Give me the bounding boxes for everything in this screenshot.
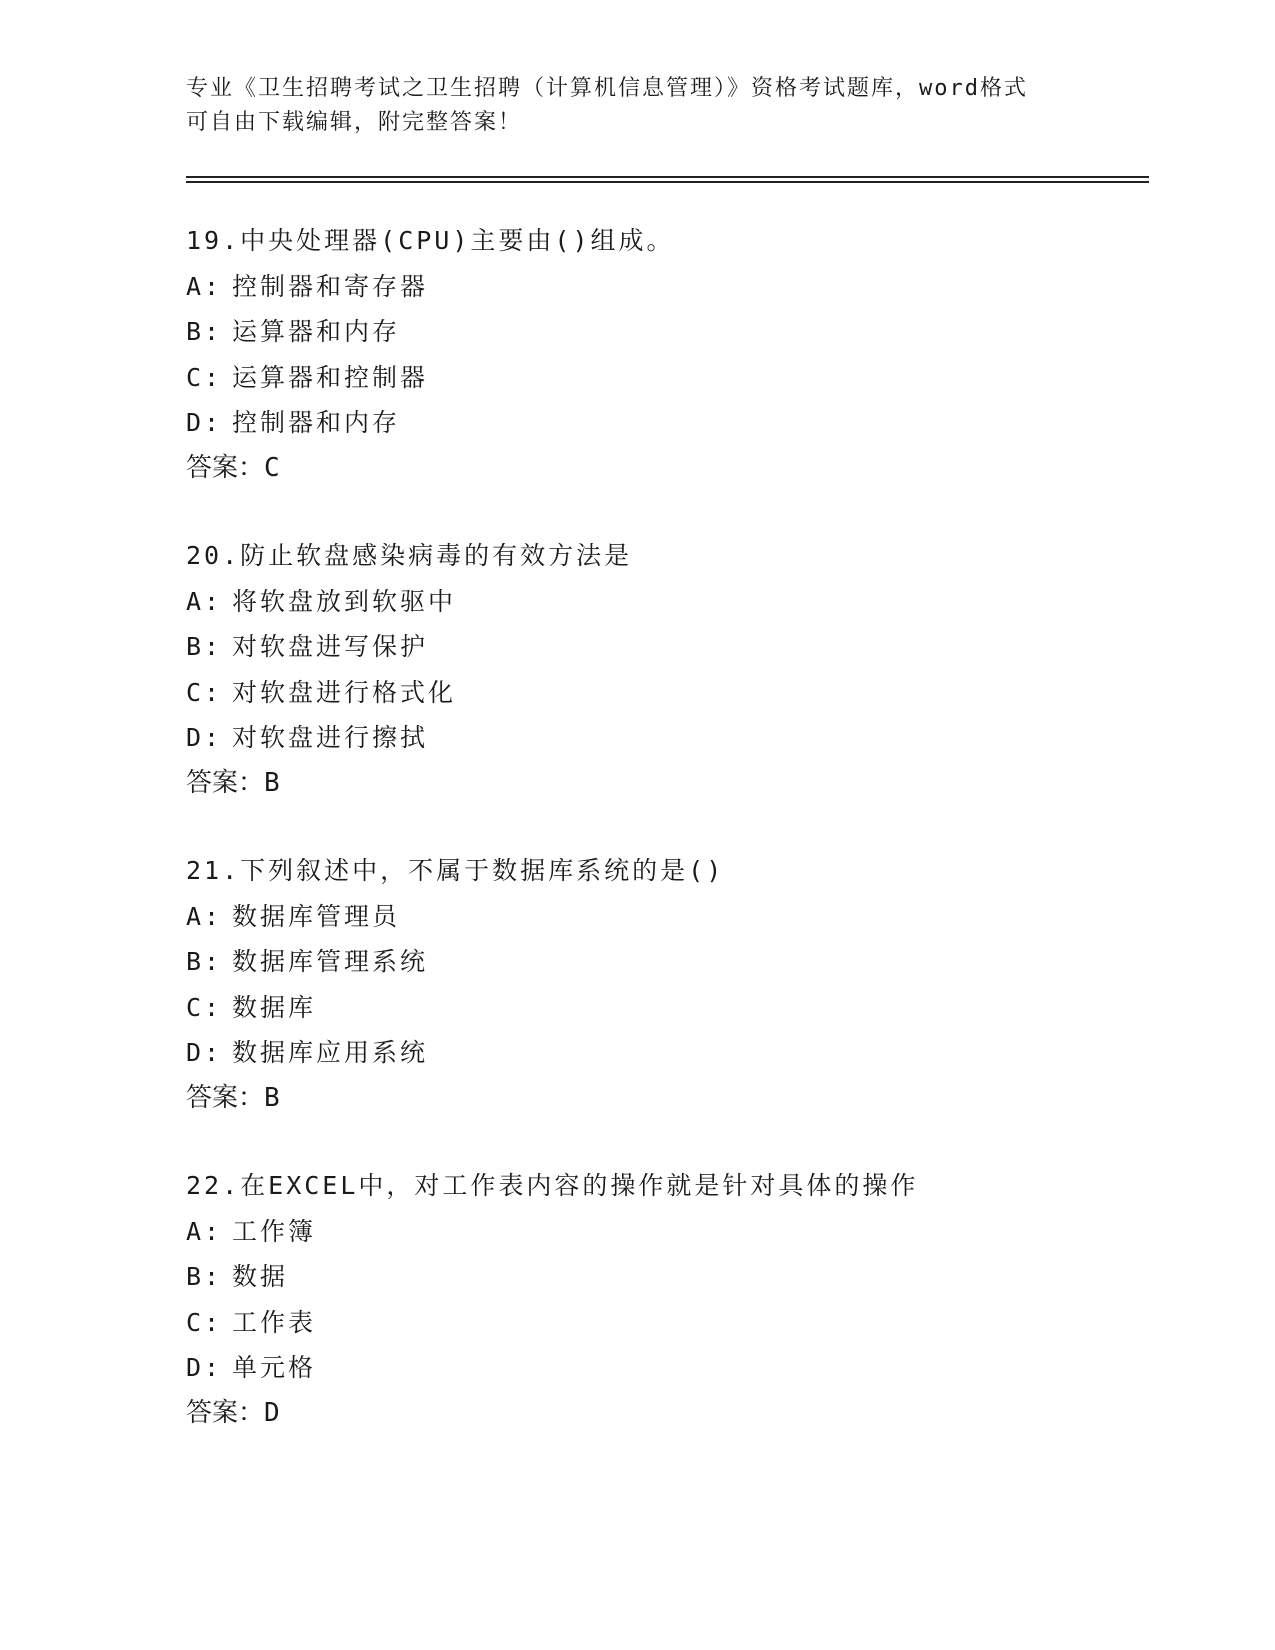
option-letter: C: (186, 1307, 223, 1337)
document-header (186, 72, 1086, 140)
question-20 (186, 533, 1146, 806)
option-a (186, 264, 1146, 310)
option-text: 数据 (232, 1262, 289, 1291)
option-letter: A: (186, 586, 223, 616)
option-a (186, 579, 1146, 625)
answer-label: 答案： (186, 452, 265, 483)
header-line-2: 可自由下载编辑，附完整答案！ (186, 110, 523, 135)
option-c (186, 670, 1146, 716)
option-letter: A: (186, 901, 223, 931)
option-d (186, 1030, 1146, 1076)
question-19 (186, 218, 1146, 491)
option-letter: B: (186, 317, 223, 346)
option-b (186, 939, 1146, 985)
answer-value: B (264, 767, 280, 798)
answer-label: 答案： (186, 1082, 265, 1113)
option-letter: D: (186, 408, 223, 437)
header-line-1: 专业《卫生招聘考试之卫生招聘（计算机信息管理）》资格考试题库，word格式 (186, 76, 1028, 101)
option-text: 运算器和内存 (232, 317, 401, 346)
question-22 (186, 1163, 1146, 1436)
header-divider-top (186, 176, 1149, 178)
option-a (186, 1209, 1146, 1255)
option-d (186, 400, 1146, 446)
option-letter: D: (186, 1353, 223, 1382)
answer-value: C (264, 452, 280, 483)
option-letter: C: (186, 677, 223, 707)
option-d (186, 715, 1146, 761)
answer-value: D (264, 1397, 280, 1428)
option-letter: D: (186, 723, 223, 752)
option-text: 数据库管理员 (232, 901, 401, 931)
question-stem: 20.防止软盘感染病毒的有效方法是 (186, 541, 633, 570)
option-letter: B: (186, 1262, 223, 1291)
option-b (186, 309, 1146, 355)
answer-line (186, 1076, 1146, 1122)
option-letter: A: (186, 271, 223, 301)
option-text: 数据库管理系统 (232, 947, 429, 976)
option-letter: A: (186, 1216, 223, 1246)
option-letter: D: (186, 1038, 223, 1067)
option-c (186, 1300, 1146, 1346)
question-stem: 21.下列叙述中，不属于数据库系统的是() (186, 856, 725, 885)
option-text: 控制器和寄存器 (232, 271, 429, 301)
option-c (186, 355, 1146, 401)
answer-line (186, 1391, 1146, 1437)
option-text: 对软盘进行格式化 (232, 677, 457, 707)
option-letter: B: (186, 632, 223, 661)
option-text: 数据库应用系统 (232, 1038, 429, 1067)
option-b (186, 624, 1146, 670)
option-text: 将软盘放到软驱中 (232, 586, 457, 616)
header-divider-bottom (186, 181, 1149, 183)
answer-value: B (264, 1082, 280, 1113)
option-letter: C: (186, 362, 223, 392)
option-text: 工作簿 (232, 1216, 317, 1246)
answer-line (186, 446, 1146, 492)
option-b (186, 1254, 1146, 1300)
option-text: 运算器和控制器 (232, 362, 429, 392)
option-text: 控制器和内存 (232, 408, 401, 437)
option-letter: C: (186, 992, 223, 1022)
answer-label: 答案： (186, 767, 265, 798)
option-text: 单元格 (232, 1353, 317, 1382)
question-stem: 19.中央处理器(CPU)主要由()组成。 (186, 226, 675, 255)
option-text: 对软盘进行擦拭 (232, 723, 429, 752)
option-d (186, 1345, 1146, 1391)
option-c (186, 985, 1146, 1031)
question-stem: 22.在EXCEL中，对工作表内容的操作就是针对具体的操作 (186, 1171, 919, 1200)
question-21 (186, 848, 1146, 1121)
answer-label: 答案： (186, 1397, 265, 1428)
option-a (186, 894, 1146, 940)
option-text: 工作表 (232, 1307, 317, 1337)
answer-line (186, 761, 1146, 807)
option-letter: B: (186, 947, 223, 976)
option-text: 对软盘进写保护 (232, 632, 429, 661)
option-text: 数据库 (232, 992, 317, 1022)
